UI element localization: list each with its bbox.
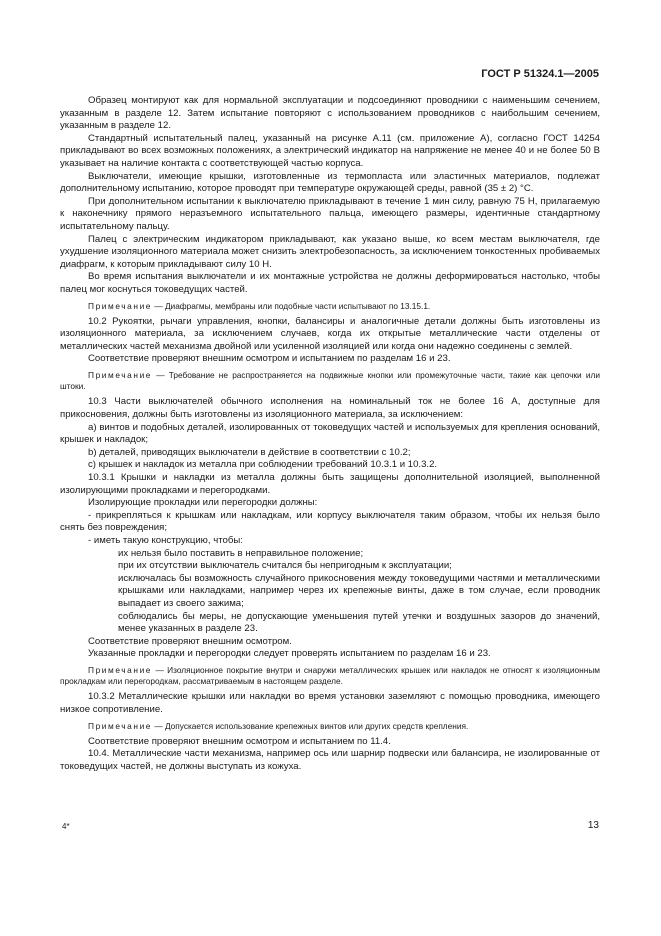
paragraph: Соответствие проверяют внешним осмотром и испытанием по разделам 16 и 23. (88, 353, 451, 365)
note (60, 721, 600, 732)
paragraph: Соответствие проверяют внешним осмотром и испытанием по 11.4. (88, 735, 391, 747)
paragraph: 10.3.2 Металлические крышки или накладки во время установки заземляют с помощью проводника, имеющего низкое сопротивление. (60, 691, 600, 715)
paragraph: При дополнительном испытании к выключателю прикладывают в течение 1 мин силу, равную 75 Н, прилагаемую к наконечнику прямого неразъемного испытательного пальца, имеющего размеры, идентичные стандартному испытательному пальцу. (60, 195, 600, 232)
note-text: — Допускается использование крепежных винтов или других средств крепления. (152, 720, 469, 731)
sub-list-item: при их отсутствии выключатель считался бы непригодным к эксплуатации; (118, 560, 452, 572)
paragraph: Выключатели, имеющие крышки, изготовленные из термопласта или эластичных материалов, подлежат дополнительному испытанию, которое проводят при температуре окружающей среды, равной (35 ± 2) °С. (60, 170, 600, 195)
paragraph: Образец монтируют как для нормальной эксплуатации и подсоединяют проводники с наименьшим сечением, указанным в разделе 12. Затем испытание повторяют с использованием проводников с наибольшим сечением, указанным в разделе 12. (60, 95, 600, 132)
paragraph: Стандартный испытательный палец, указанный на рисунке А.11 (см. приложение А), согласно ГОСТ 14254 прикладывают во всех возможных положениях, а электрический индикатор на напряжение не менее 40 и не более 50 В указывает на наличие контакта с соответствующей частью корпуса. (60, 132, 600, 169)
page-number: 13 (587, 820, 599, 831)
sub-list-item: исключалась бы возможность случайного прикосновения между токоведущими частями и металлическими крышками или накладками, например через их крепежные винты, даже в том случае, если проводник выпадает из своего зажима; (118, 572, 600, 609)
note-label: Примечание (88, 370, 153, 381)
sub-list-item: соблюдались бы меры, не допускающие уменьшения путей утечки и воздушных зазоров до значений, менее указанных в разделе 23. (118, 610, 600, 635)
note (60, 665, 600, 687)
list-item: а) винтов и подобных деталей, изолированных от токоведущих частей и используемых для крепления оснований, крышек и накладок; (60, 421, 600, 446)
sheet-mark: 4* (62, 822, 70, 831)
paragraph: Палец с электрическим индикатором прикладывают, как указано выше, ко всем местам выключателя, где ухудшение изоляционного материала может снизить электробезопасность, за исключением тонкостенных пробиваемых диафрагм, к которым прикладывают силу 10 Н. (60, 233, 600, 270)
list-item: с) крышек и накладок из металла при соблюдении требований 10.3.1 и 10.3.2. (88, 459, 438, 471)
note (60, 370, 600, 392)
paragraph: Во время испытания выключатели и их монтажные устройства не должны деформироваться настолько, чтобы палец мог коснуться токоведущих частей. (60, 271, 600, 295)
document-code: ГОСТ Р 51324.1—2005 (481, 68, 599, 80)
list-item: - прикрепляться к крышкам или накладкам, или корпусу выключателя таким образом, чтобы их нельзя было снять без повреждения; (60, 509, 600, 534)
document-body (60, 95, 600, 774)
note-label: Примечание (88, 664, 153, 675)
note-text: — Требование не распространяется на подвижные кнопки или промежуточные части, такие как цепочки или штоки. (60, 370, 600, 392)
note-label: Примечание (88, 720, 153, 731)
note-label: Примечание (88, 300, 153, 311)
sub-list-item: их нельзя было поставить в неправильное положение; (118, 547, 364, 559)
note-text: — Изоляционное покрытие внутри и снаружи металлических крышек или накладок не относят к изоляционным прокладкам или перегородкам, рассматриваемым в настоящем разделе. (60, 664, 600, 687)
list-item: b) деталей, приводящих выключатели в действие в соответствии с 10.2; (88, 446, 411, 458)
paragraph: Изолирующие прокладки или перегородки должны: (88, 497, 318, 509)
paragraph: 10.3.1 Крышки и накладки из металла должны быть защищены дополнительной изоляцией, выполненной изолирующими прокладками и перегородками. (60, 472, 600, 496)
paragraph: Соответствие проверяют внешним осмотром. (88, 635, 292, 647)
list-item: - иметь такую конструкцию, чтобы: (88, 535, 243, 547)
note-text: — Диафрагмы, мембраны или подобные части испытывают по 13.15.1. (152, 300, 431, 311)
note (60, 301, 600, 312)
paragraph: 10.4. Металлические части механизма, например ось или шарнир подвески или балансира, не изолированные от токоведущих частей, не должны выступать из кожуха. (60, 748, 600, 772)
paragraph: Указанные прокладки и перегородки следует проверять испытанием по разделам 16 и 23. (88, 648, 491, 660)
paragraph: 10.3 Части выключателей обычного исполнения на номинальный ток не более 16 А, доступные для прикосновения, должны быть изготовлены из изоляционного материала, за исключением: (60, 396, 600, 421)
paragraph: 10.2 Рукоятки, рычаги управления, кнопки, балансиры и аналогичные детали должны быть изготовлены из изоляционного материала, за исключением случаев, когда их открытые металлические части отделены от металлических частей механизма двойной или усиленной изоляцией или когда они надежно соединены с землей. (60, 315, 600, 352)
